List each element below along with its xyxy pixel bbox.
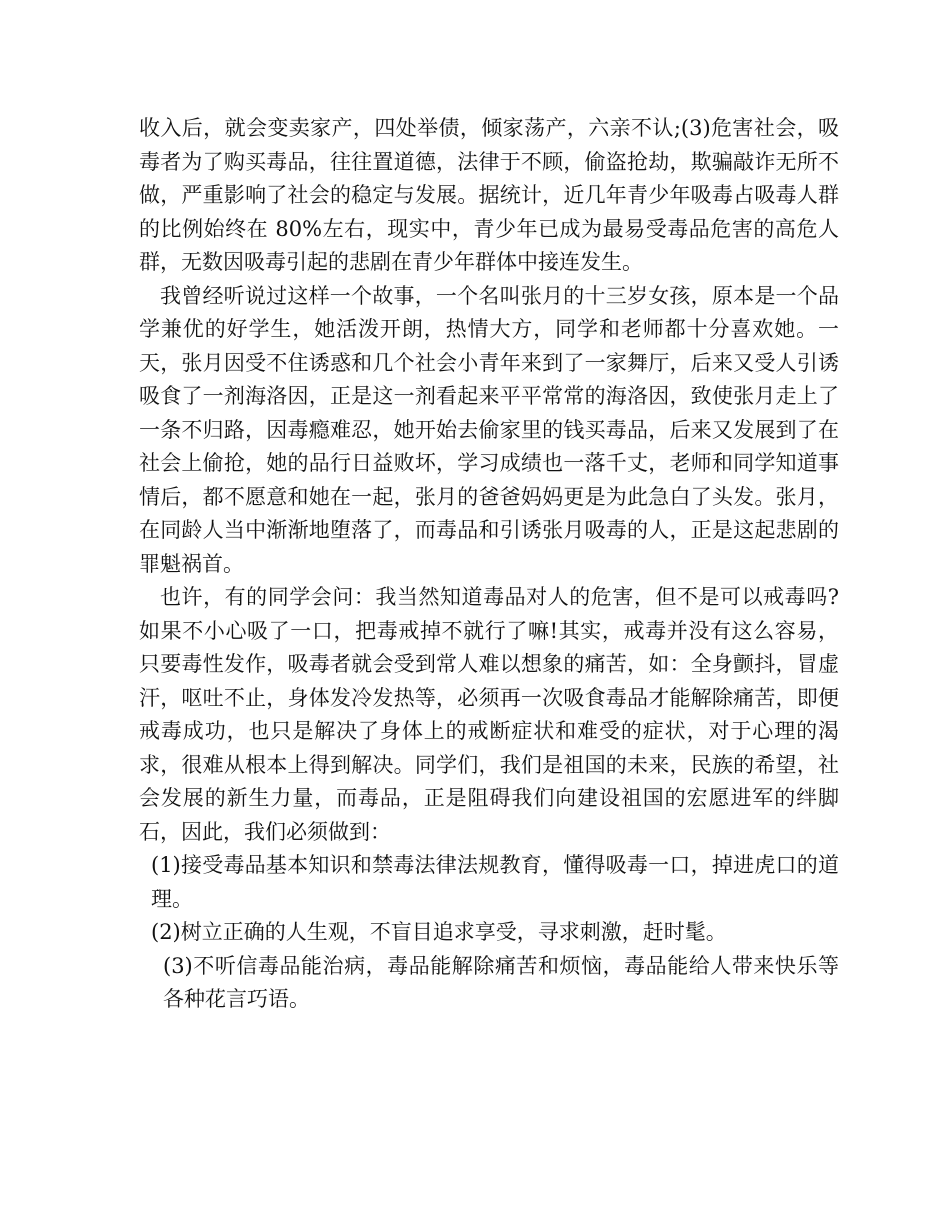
list-item-2: (2)树立正确的人生观，不盲目追求享受，寻求刺激，赶时髦。 (151, 920, 727, 944)
list-item-1: (1)接受毒品基本知识和禁毒法律法规教育，懂得吸毒一口，掉进虎口的道理。 (151, 853, 839, 911)
paragraph-zhang-yue-story: 我曾经听说过这样一个故事，一个名叫张月的十三岁女孩，原本是一个品学兼优的好学生，她活泼开朗，热情大方，同学和老师都十分喜欢她。一天，张月因受不住诱惑和几个社会小青年来到了一家舞厅，后来又受人引诱吸食了一剂海洛因，正是这一剂看起来平平常常的海洛因，致使张月走上了一条不归路，因毒瘾难忍，她开始去偷家里的钱买毒品，后来又发展到了在社会上偷抢，她的品行日益败坏，学习成绩也一落千丈，老师和同学知道事情后，都不愿意和她在一起，张月的爸爸妈妈更是为此急白了头发。张月，在同龄人当中渐渐地堕落了，而毒品和引诱张月吸毒的人，正是这起悲剧的罪魁祸首。 (139, 283, 839, 576)
document-body (139, 112, 839, 1017)
list-item-3: (3)不听信毒品能治病，毒品能解除痛苦和烦恼，毒品能给人带来快乐等各种花言巧语。 (163, 953, 839, 1011)
paragraph-withdrawal: 也许，有的同学会问：我当然知道毒品对人的危害，但不是可以戒毒吗?如果不小心吸了一口，把毒戒掉不就行了嘛!其实，戒毒并没有这么容易，只要毒性发作，吸毒者就会受到常人难以想象的痛苦，如：全身颤抖，冒虚汗，呕吐不止，身体发冷发热等，必须再一次吸食毒品才能解除痛苦，即便戒毒成功，也只是解决了身体上的戒断症状和难受的症状，对于心理的渴求，很难从根本上得到解决。同学们，我们是祖国的未来，民族的希望，社会发展的新生力量，而毒品，正是阻碍我们向建设祖国的宏愿进军的绊脚石，因此，我们必须做到： (139, 585, 839, 844)
paragraph-harm-summary: 收入后，就会变卖家产，四处举债，倾家荡产，六亲不认;(3)危害社会，吸毒者为了购买毒品，往往置道德，法律于不顾，偷盗抢劫，欺骗敲诈无所不做，严重影响了社会的稳定与发展。据统计，近几年青少年吸毒占吸毒人群的比例始终在 80%左右，现实中，青少年已成为最易受毒品危害的高危人群，无数因吸毒引起的悲剧在青少年群体中接连发生。 (139, 116, 839, 274)
